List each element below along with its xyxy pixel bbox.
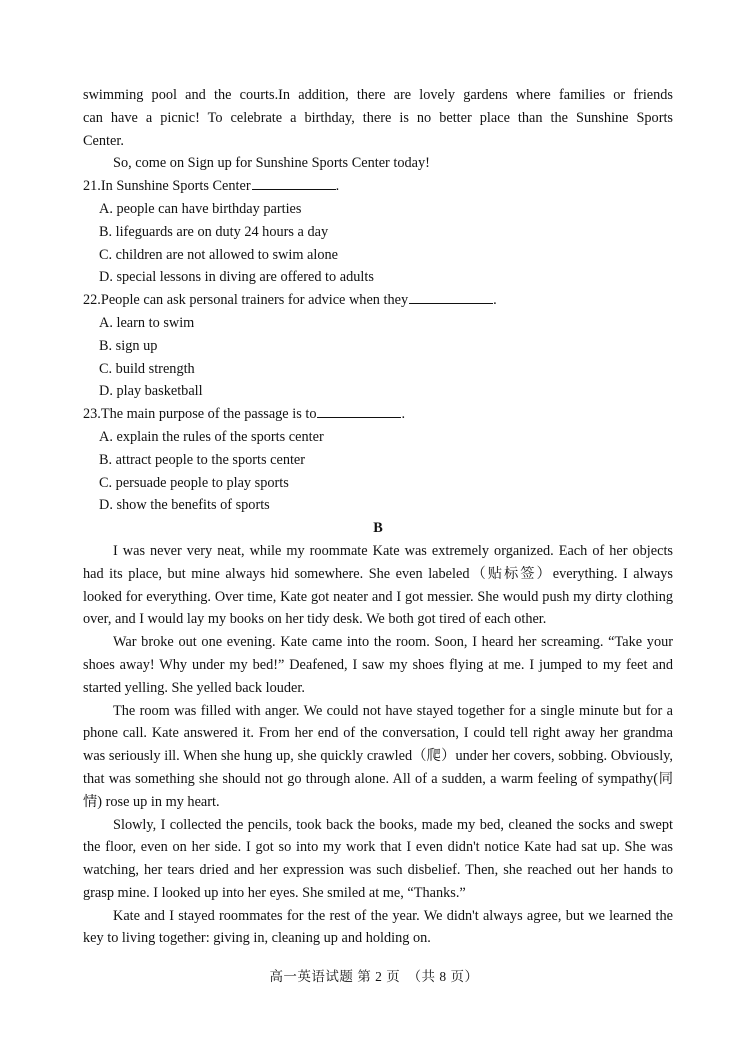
option: A. people can have birthday parties bbox=[99, 200, 302, 217]
option: D. play basketball bbox=[99, 383, 203, 400]
option: B. attract people to the sports center bbox=[99, 451, 306, 468]
option: A. learn to swim bbox=[99, 314, 195, 331]
exam-page bbox=[83, 84, 673, 950]
answer-blank bbox=[317, 403, 401, 418]
question-stem: 23.The main purpose of the passage is to . bbox=[83, 403, 673, 426]
passage-a-ending bbox=[83, 84, 673, 175]
passage-line: can have a picnic! To celebrate a birthday, there is no better place than the Sunshine Sports bbox=[83, 109, 673, 126]
paragraph: Slowly, I collected the pencils, took back the books, made my bed, cleaned the socks and swept the floor, even on her side. I got so into my work that I even didn't notice Kate had sat up. She was watching, her tears dried and her expression was such disbelief. Then, she reached out her hands to grasp mine. I looked up into her eyes. She smiled at me, “Thanks.” bbox=[83, 816, 673, 901]
passage-line: swimming pool and the courts.In addition, there are lovely gardens where families or friends bbox=[83, 87, 673, 103]
paragraph: Kate and I stayed roommates for the rest of the year. We didn't always agree, but we learned the key to living together: giving in, cleaning up and holding on. bbox=[83, 907, 673, 947]
option: D. special lessons in diving are offered to adults bbox=[99, 269, 374, 286]
passage-b bbox=[83, 540, 673, 950]
passage-closing: So, come on Sign up for Sunshine Sports Center today! bbox=[113, 155, 430, 172]
question-stem: 22.People can ask personal trainers for advice when they . bbox=[83, 289, 673, 312]
option: B. sign up bbox=[99, 337, 158, 354]
paragraph: I was never very neat, while my roommate Kate was extremely organized. Each of her objects had its place, but mine always hid somewhere. She even labeled（贴标签）everything. I always looked for everything. Over time, Kate got neater and I got messier. She would push my dirty clothing over, and I would lay my books on her tidy desk. We both got tired of each other. bbox=[83, 542, 673, 628]
answer-blank bbox=[252, 175, 336, 190]
paragraph: War broke out one evening. Kate came into the room. Soon, I heard her screaming. “Take your shoes away! Why under my bed!” Deafened, I saw my shoes flying at me. I jumped to my feet and started yelling. She yelled back louder. bbox=[83, 634, 673, 696]
page-footer: 高一英语试题 第 2 页 （共 8 页） bbox=[269, 969, 479, 984]
option: B. lifeguards are on duty 24 hours a day bbox=[99, 223, 329, 240]
question-22 bbox=[83, 289, 673, 403]
passage-line: Center. bbox=[83, 132, 124, 149]
option: C. build strength bbox=[99, 360, 195, 377]
question-stem: 21.In Sunshine Sports Center . bbox=[83, 175, 673, 198]
section-title: B bbox=[373, 520, 383, 537]
question-21 bbox=[83, 175, 673, 289]
answer-blank bbox=[409, 289, 493, 304]
option: D. show the benefits of sports bbox=[99, 497, 270, 514]
option: C. persuade people to play sports bbox=[99, 474, 289, 491]
option: A. explain the rules of the sports center bbox=[99, 428, 324, 445]
option: C. children are not allowed to swim alone bbox=[99, 246, 339, 263]
paragraph: The room was filled with anger. We could not have stayed together for a single minute but for a phone call. Kate answered it. From her end of the conversation, I could tell right away her grandma was seriously ill. When she hung up, she quickly crawled（爬）under her covers, sobbing. Obviously, that was something she should not go through alone. All of a sudden, a warm feeling of sympathy(同情) rose up in my heart. bbox=[83, 702, 673, 810]
question-23 bbox=[83, 403, 673, 517]
